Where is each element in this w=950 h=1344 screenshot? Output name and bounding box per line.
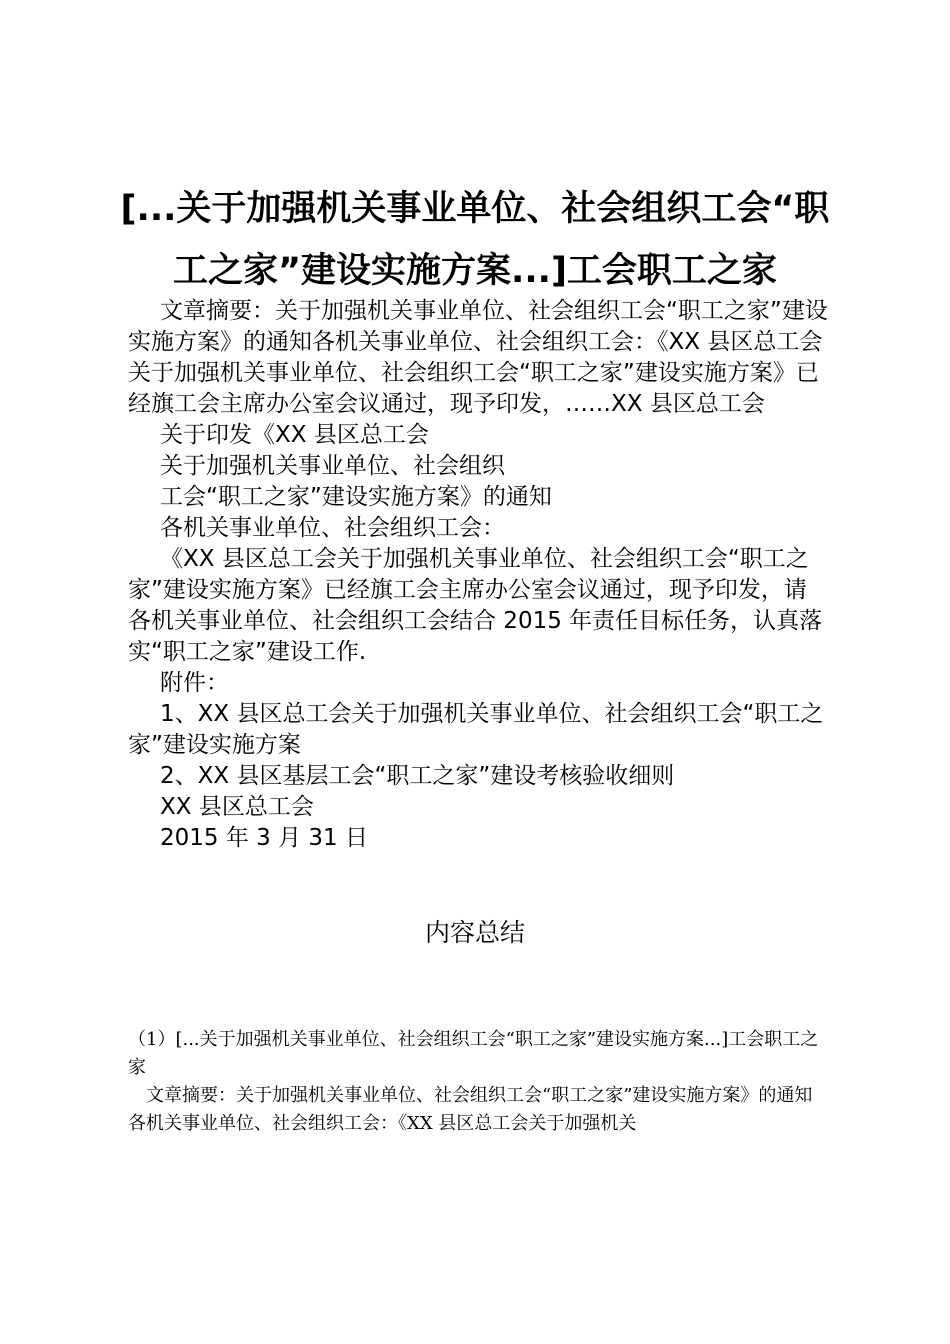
abstract-paragraph: 文章摘要：关于加强机关事业单位、社会组织工会“职工之家”建设实施方案》的通知各机关事业单位、社会组织工会：《XX 县区总工会关于加强机关事业单位、社会组织工会“职工之家”建设实施方案》已经旗工会主席办公室会议通过，现予印发，……XX 县区总工会 <box>128 298 828 417</box>
notice-title-line-3: 工会“职工之家”建设实施方案》的通知 <box>160 484 552 510</box>
attachment-item-1: 1、XX 县区总工会关于加强机关事业单位、社会组织工会“职工之家”建设实施方案 <box>128 701 824 758</box>
summary-item-2: 文章摘要：关于加强机关事业单位、社会组织工会“职工之家”建设实施方案》的通知各机关事业单位、社会组织工会：《XX 县区总工会关于加强机关 <box>128 1085 813 1134</box>
attachment-item-2: 2、XX 县区基层工会“职工之家”建设考核验收细则 <box>160 763 675 789</box>
signature-date: 2015 年 3 月 31 日 <box>160 825 368 851</box>
attachments-label: 附件： <box>160 670 229 696</box>
title-line-2: 工之家”建设实施方案...]工会职工之家 <box>173 251 777 291</box>
summary-body <box>128 1026 828 1138</box>
summary-item-1: （1）[...关于加强机关事业单位、社会组织工会“职工之家”建设实施方案...]工会职工之家 <box>128 1029 819 1078</box>
notice-title-line-1: 关于印发《XX 县区总工会 <box>160 422 429 448</box>
salutation: 各机关事业单位、社会组织工会： <box>160 515 505 541</box>
title-line-1: [...关于加强机关事业单位、社会组织工会“职 <box>120 189 830 229</box>
notice-body-paragraph: 《XX 县区总工会关于加强机关事业单位、社会组织工会“职工之家”建设实施方案》已经旗工会主席办公室会议通过，现予印发，请各机关事业单位、社会组织工会结合 2015 年责任目标任务，认真落实“职工之家”建设工作. <box>128 546 823 665</box>
notice-title-line-2: 关于加强机关事业单位、社会组织 <box>160 453 505 479</box>
summary-heading: 内容总结 <box>424 918 525 947</box>
signature-organization: XX 县区总工会 <box>160 794 314 820</box>
document-title <box>110 178 840 302</box>
document-body <box>128 296 828 854</box>
